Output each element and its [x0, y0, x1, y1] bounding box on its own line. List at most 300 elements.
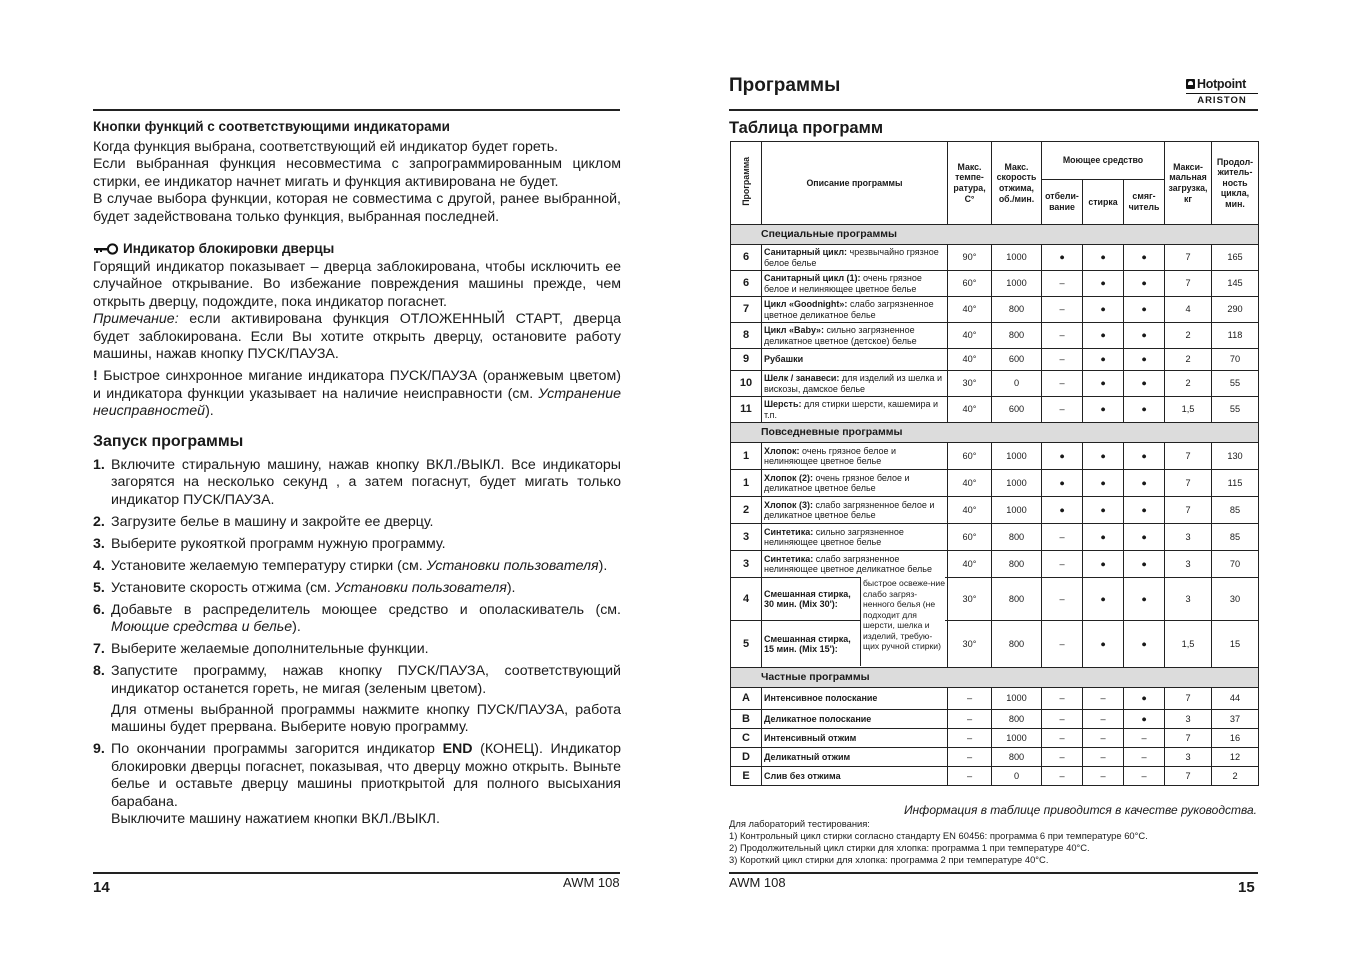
- program-description: [762, 767, 948, 786]
- duration-cell: 70: [1212, 551, 1259, 578]
- program-name: Хлопок:: [764, 445, 800, 456]
- step-number: 1.: [93, 457, 105, 473]
- load-cell: 3: [1165, 578, 1212, 621]
- functions-line-1: Когда функция выбрана, соответствующий ей индикатор будет гореть.: [93, 139, 559, 155]
- load-cell: 7: [1165, 271, 1212, 297]
- table-row: [731, 271, 1259, 297]
- header-bleach: отбели-вание: [1042, 180, 1083, 225]
- right-top-rule: [729, 109, 1258, 111]
- header-load: Макси-мальная загрузка, кг: [1165, 142, 1212, 225]
- program-name: Цикл «Goodnight»:: [764, 299, 848, 310]
- duration-cell: 145: [1212, 271, 1259, 297]
- softener-cell: ●: [1124, 497, 1165, 524]
- program-description: [762, 688, 948, 710]
- program-detail: очень грязное белое и нелиняющее цветное белье: [764, 445, 897, 466]
- program-description: [762, 470, 948, 497]
- temp-cell: 40°: [948, 551, 992, 578]
- section-heading: Специальные программы: [731, 225, 1259, 245]
- program-description: [762, 551, 948, 578]
- table-row: [731, 688, 1259, 710]
- spin-cell: 1000: [992, 443, 1042, 470]
- softener-cell: ●: [1124, 470, 1165, 497]
- duration-cell: 290: [1212, 297, 1259, 323]
- duration-cell: 2: [1212, 767, 1259, 786]
- softener-cell: ●: [1124, 524, 1165, 551]
- softener-cell: –: [1124, 729, 1165, 748]
- softener-cell: ●: [1124, 349, 1165, 371]
- wash-cell: –: [1083, 729, 1124, 748]
- lock-text: Горящий индикатор показывает – дверца заблокирована, чтобы исключить ее случайное открывание. Во избежание повреждения машины прежде, чем открыть дверцу, подождите, пока индикатор погаснет.: [93, 259, 621, 310]
- program-number: 2: [731, 497, 762, 524]
- load-cell: 7: [1165, 245, 1212, 271]
- header-temp: Макс. темпе-ратура, С°: [948, 142, 992, 225]
- warning-text: [93, 368, 621, 420]
- temp-cell: 30°: [948, 371, 992, 397]
- table-row: [731, 729, 1259, 748]
- bleach-cell: –: [1042, 551, 1083, 578]
- program-detail: слабо загрязненное белое и деликатное цветное белье: [764, 499, 935, 520]
- temp-cell: 30°: [948, 621, 992, 668]
- step-number: 2.: [93, 513, 105, 530]
- step-text: Загрузите белье в машину и закройте ее дверцу.: [111, 513, 434, 530]
- temp-cell: 60°: [948, 271, 992, 297]
- step-number: 4.: [93, 557, 105, 574]
- duration-cell: 55: [1212, 371, 1259, 397]
- program-detail: сильно загрязненное деликатное цветное (детское) белье: [764, 325, 917, 346]
- program-description: [762, 748, 948, 767]
- program-name: Смешанная стирка, 15 мин. (Mix 15'):: [764, 633, 851, 654]
- brand-bottom: ARISTON: [1197, 95, 1247, 106]
- table-row: [731, 443, 1259, 470]
- spin-cell: 800: [992, 551, 1042, 578]
- lock-section: [93, 259, 621, 421]
- load-cell: 1,5: [1165, 397, 1212, 423]
- step-number: 9.: [93, 741, 105, 758]
- program-number: 3: [731, 551, 762, 578]
- wash-cell: ●: [1083, 497, 1124, 524]
- bleach-cell: –: [1042, 397, 1083, 423]
- step-number: 6.: [93, 601, 105, 618]
- load-cell: 2: [1165, 323, 1212, 349]
- section-partial: [731, 668, 1259, 688]
- brand-mark-icon: [1186, 79, 1195, 89]
- program-number: A: [731, 688, 762, 710]
- step-continuation: Выключите машину нажатием кнопки ВКЛ./ВЫКЛ.: [111, 811, 440, 828]
- program-description: [762, 323, 948, 349]
- spin-cell: 800: [992, 578, 1042, 621]
- functions-text: [93, 139, 621, 226]
- warning-body: Быстрое синхронное мигание индикатора ПУСК/ПАУЗА (оранжевым цветом) и индикатора функции указывает на наличие неисправности (см.: [93, 368, 621, 402]
- duration-cell: 118: [1212, 323, 1259, 349]
- header-row-1: [731, 142, 1259, 180]
- spin-cell: 800: [992, 323, 1042, 349]
- program-name: Хлопок (3):: [764, 499, 814, 510]
- duration-cell: 15: [1212, 621, 1259, 668]
- temp-cell: 30°: [948, 578, 992, 621]
- program-name: Смешанная стирка, 30 мин. (Mix 30'):: [764, 588, 851, 609]
- program-name: Деликатное полоскание: [764, 713, 872, 724]
- load-cell: 7: [1165, 729, 1212, 748]
- table-row: [731, 767, 1259, 786]
- program-name: Шелк / занавеси:: [764, 373, 840, 384]
- program-detail: очень грязное белое и деликатное цветное белье: [764, 472, 910, 493]
- lab-line-1: 1) Контрольный цикл стирки согласно стандарту EN 60456: программа 6 при температуре 60°С.: [729, 830, 1148, 841]
- table-row: [731, 371, 1259, 397]
- wash-cell: ●: [1083, 524, 1124, 551]
- left-bottom-rule: [93, 872, 620, 874]
- temp-cell: 60°: [948, 524, 992, 551]
- table-row: [731, 578, 1259, 621]
- softener-cell: ●: [1124, 578, 1165, 621]
- step-bold: END: [442, 741, 473, 758]
- duration-cell: 12: [1212, 748, 1259, 767]
- program-number: 6: [731, 245, 762, 271]
- load-cell: 7: [1165, 688, 1212, 710]
- bleach-cell: ●: [1042, 245, 1083, 271]
- load-cell: 3: [1165, 551, 1212, 578]
- step-text: Запустите программу, нажав кнопку ПУСК/ПАУЗА, соответствующий индикатор останется гореть, не мигая (зеленым цветом).: [111, 663, 621, 697]
- spin-cell: 600: [992, 349, 1042, 371]
- program-number: E: [731, 767, 762, 786]
- duration-cell: 85: [1212, 497, 1259, 524]
- step-text: Выберите рукояткой программ нужную программу.: [111, 535, 446, 552]
- load-cell: 4: [1165, 297, 1212, 323]
- program-description: [762, 245, 948, 271]
- program-name: Деликатный отжим: [764, 751, 851, 762]
- brand-logo: [1186, 77, 1258, 106]
- wash-cell: ●: [1083, 349, 1124, 371]
- bleach-cell: –: [1042, 688, 1083, 710]
- duration-cell: 55: [1212, 397, 1259, 423]
- brand-top-row: [1186, 77, 1258, 91]
- step-text: По окончании программы загорится индикатор: [111, 741, 443, 758]
- bleach-cell: –: [1042, 323, 1083, 349]
- info-note: Информация в таблице приводится в качестве руководства.: [903, 803, 1257, 817]
- load-cell: 7: [1165, 443, 1212, 470]
- note-text: если активирована функция ОТЛОЖЕННЫЙ СТАРТ, дверца будет заблокирована. Если Вы хотите открыть дверцу, остановите работу машины, нажав кнопку ПУСК/ПАУЗА.: [93, 311, 621, 363]
- wash-cell: ●: [1083, 578, 1124, 621]
- bleach-cell: –: [1042, 748, 1083, 767]
- temp-cell: 40°: [948, 397, 992, 423]
- lab-title: Для лабораторий тестирования:: [729, 818, 870, 829]
- step-end: ).: [598, 557, 608, 574]
- step-4: [93, 558, 621, 575]
- load-cell: 3: [1165, 748, 1212, 767]
- section-heading: Частные программы: [731, 668, 1259, 688]
- table-title: Таблица программ: [729, 119, 884, 137]
- left-model: AWM 108: [563, 875, 620, 890]
- program-name: Хлопок (2):: [764, 472, 814, 483]
- softener-cell: ●: [1124, 397, 1165, 423]
- bleach-cell: –: [1042, 710, 1083, 729]
- program-number: D: [731, 748, 762, 767]
- table-row: [731, 349, 1259, 371]
- program-name: Интенсивный отжим: [764, 732, 857, 743]
- spin-cell: 0: [992, 371, 1042, 397]
- header-wash: стирка: [1083, 180, 1124, 225]
- right-page-number: 15: [1238, 879, 1255, 896]
- duration-cell: 37: [1212, 710, 1259, 729]
- softener-cell: ●: [1124, 621, 1165, 668]
- wash-cell: ●: [1083, 397, 1124, 423]
- program-name: Слив без отжима: [764, 770, 841, 781]
- duration-cell: 44: [1212, 688, 1259, 710]
- wash-cell: ●: [1083, 621, 1124, 668]
- duration-cell: 165: [1212, 245, 1259, 271]
- spin-cell: 800: [992, 524, 1042, 551]
- load-cell: 1,5: [1165, 621, 1212, 668]
- program-number: C: [731, 729, 762, 748]
- load-cell: 2: [1165, 349, 1212, 371]
- softener-cell: ●: [1124, 323, 1165, 349]
- lock-title: [93, 241, 334, 256]
- functions-title: Кнопки функций с соответствующими индикаторами: [93, 119, 450, 134]
- lock-title-text: Индикатор блокировки дверцы: [123, 241, 335, 256]
- spin-cell: 600: [992, 397, 1042, 423]
- section-daily: [731, 423, 1259, 443]
- load-cell: 7: [1165, 470, 1212, 497]
- brand-top: Hotpoint: [1197, 77, 1246, 91]
- lab-line-2: 2) Продолжительный цикл стирки для хлопка: программа 1 при температуре 40°С.: [729, 842, 1090, 853]
- step-1: [93, 457, 621, 509]
- wash-cell: ●: [1083, 551, 1124, 578]
- bleach-cell: –: [1042, 767, 1083, 786]
- table-row: [731, 245, 1259, 271]
- program-number: 6: [731, 271, 762, 297]
- bleach-cell: –: [1042, 349, 1083, 371]
- key-icon: [93, 243, 119, 255]
- table-row: [731, 297, 1259, 323]
- program-description: [762, 297, 948, 323]
- program-number: 11: [731, 397, 762, 423]
- warning-ref: Устранение неисправностей: [93, 385, 621, 420]
- note-label: Примечание:: [93, 311, 179, 328]
- temp-cell: –: [948, 688, 992, 710]
- step-text: Установите скорость отжима (см.: [111, 579, 335, 596]
- wash-cell: ●: [1083, 297, 1124, 323]
- step-text: Выберите желаемые дополнительные функции.: [111, 641, 429, 658]
- table-row: [731, 497, 1259, 524]
- wash-cell: ●: [1083, 245, 1124, 271]
- section-special: [731, 225, 1259, 245]
- bleach-cell: –: [1042, 621, 1083, 668]
- wash-cell: –: [1083, 748, 1124, 767]
- wash-cell: ●: [1083, 371, 1124, 397]
- spin-cell: 800: [992, 621, 1042, 668]
- right-model: AWM 108: [729, 875, 786, 890]
- program-number: 4: [731, 578, 762, 621]
- program-number: 5: [731, 621, 762, 668]
- table-row: [731, 710, 1259, 729]
- duration-cell: 70: [1212, 349, 1259, 371]
- program-detail: сильно загрязненное нелиняющее цветное белье: [764, 526, 904, 547]
- step-3: [93, 536, 621, 553]
- header-description: Описание программы: [762, 142, 948, 225]
- table-row: [731, 397, 1259, 423]
- program-description: [762, 349, 948, 371]
- load-cell: 3: [1165, 710, 1212, 729]
- softener-cell: –: [1124, 748, 1165, 767]
- lab-notes: [729, 818, 1259, 866]
- spin-cell: 1000: [992, 497, 1042, 524]
- step-9: [93, 741, 621, 828]
- step-text-2: (КОНЕЦ). Индикатор блокировки дверцы погаснет, показывая, что дверцу можно открыть. Выньте белье и оставьте дверцу машины приоткрытой для полного высыхания барабана.: [111, 741, 621, 810]
- load-cell: 7: [1165, 497, 1212, 524]
- bleach-cell: –: [1042, 524, 1083, 551]
- temp-cell: 90°: [948, 245, 992, 271]
- brand-rule: [1186, 93, 1258, 94]
- right-bottom-rule: [729, 872, 1258, 874]
- program-description: [762, 729, 948, 748]
- step-text: Установите желаемую температуру стирки (см.: [111, 557, 427, 574]
- program-description: [762, 397, 948, 423]
- step-ref: Установки пользователя: [426, 557, 599, 574]
- step-6: [93, 602, 621, 637]
- step-number: 8.: [93, 663, 105, 680]
- steps-list: [93, 457, 621, 833]
- softener-cell: ●: [1124, 271, 1165, 297]
- step-end: ).: [292, 619, 301, 636]
- program-name: Цикл «Baby»:: [764, 325, 824, 336]
- program-number: 8: [731, 323, 762, 349]
- softener-cell: ●: [1124, 297, 1165, 323]
- step-8: [93, 663, 621, 737]
- bleach-cell: ●: [1042, 443, 1083, 470]
- step-text: Добавьте в распределитель моющее средство и ополаскиватель (см.: [111, 601, 621, 618]
- step-number: 3.: [93, 535, 105, 552]
- softener-cell: ●: [1124, 688, 1165, 710]
- left-top-rule: [93, 109, 620, 111]
- step-continuation: Для отмены выбранной программы нажмите кнопку ПУСК/ПАУЗА, работа машины будет прервана. Выберите новую программу.: [111, 702, 621, 736]
- bleach-cell: –: [1042, 578, 1083, 621]
- program-detail: для изделий из шелка и вискозы, дамское белье: [764, 373, 943, 394]
- temp-cell: –: [948, 729, 992, 748]
- bleach-cell: –: [1042, 297, 1083, 323]
- start-title: Запуск программы: [93, 433, 244, 450]
- duration-cell: 16: [1212, 729, 1259, 748]
- program-name: Синтетика:: [764, 526, 814, 537]
- temp-cell: –: [948, 748, 992, 767]
- wash-cell: ●: [1083, 470, 1124, 497]
- step-end: ).: [506, 579, 516, 596]
- program-description: [762, 710, 948, 729]
- functions-line-3: В случае выбора функции, которая не совместима с другой, ранее выбранной, будет задействована только функция, выбранная последней.: [93, 191, 621, 225]
- program-description: [762, 371, 948, 397]
- bleach-cell: ●: [1042, 470, 1083, 497]
- program-number: B: [731, 710, 762, 729]
- header-spin: Макс. скорость отжима, об./мин.: [992, 142, 1042, 225]
- program-number: 7: [731, 297, 762, 323]
- spin-cell: 1000: [992, 271, 1042, 297]
- wash-cell: –: [1083, 688, 1124, 710]
- program-name: Синтетика:: [764, 553, 814, 564]
- lab-line-3: 3) Короткий цикл стирки для хлопка: программа 2 при температуре 40°С.: [729, 854, 1049, 865]
- header-detergent: Моющее средство: [1042, 142, 1165, 180]
- step-ref: Установки пользователя: [334, 579, 507, 596]
- program-number: 1: [731, 470, 762, 497]
- mix-note: быстрое освеже-ние слабо загряз-ненного белья (не подходит для шерсти, шелка и изделий, требую-щих ручной стирки): [860, 577, 945, 666]
- spin-cell: 1000: [992, 470, 1042, 497]
- step-2: [93, 514, 621, 531]
- program-name: Санитарный цикл:: [764, 247, 848, 258]
- step-text: Включите стиральную машину, нажав кнопку ВКЛ./ВЫКЛ. Все индикаторы загорятся на несколько секунд , а затем погаснут, будет мигать только индикатор ПУСК/ПАУЗА.: [111, 457, 621, 508]
- load-cell: 3: [1165, 524, 1212, 551]
- program-name: Рубашки: [764, 354, 804, 365]
- program-detail: слабо загрязненное нелиняющее цветное деликатное белье: [764, 553, 932, 574]
- step-ref: Моющие средства и белье: [111, 619, 293, 636]
- softener-cell: ●: [1124, 551, 1165, 578]
- softener-cell: ●: [1124, 443, 1165, 470]
- program-description: [762, 497, 948, 524]
- temp-cell: –: [948, 710, 992, 729]
- lock-note: [93, 311, 621, 363]
- spin-cell: 1000: [992, 729, 1042, 748]
- program-name: Интенсивное полоскание: [764, 693, 878, 704]
- duration-cell: 85: [1212, 524, 1259, 551]
- program-detail: чрезвычайно грязное белое белье: [764, 247, 939, 268]
- step-number: 5.: [93, 579, 105, 596]
- page-title: Программы: [729, 75, 841, 96]
- softener-cell: ●: [1124, 710, 1165, 729]
- temp-cell: –: [948, 767, 992, 786]
- header-duration: Продол-житель-ность цикла, мин.: [1212, 142, 1259, 225]
- spin-cell: 800: [992, 710, 1042, 729]
- step-5: [93, 580, 621, 597]
- temp-cell: 40°: [948, 497, 992, 524]
- bleach-cell: ●: [1042, 497, 1083, 524]
- program-description: [762, 524, 948, 551]
- spin-cell: 800: [992, 748, 1042, 767]
- spin-cell: 1000: [992, 245, 1042, 271]
- program-detail: слабо загрязненное цветное деликатное белье: [764, 299, 934, 320]
- temp-cell: 40°: [948, 470, 992, 497]
- program-number: 1: [731, 443, 762, 470]
- table-row: [731, 748, 1259, 767]
- program-number: 9: [731, 349, 762, 371]
- left-page-number: 14: [93, 879, 110, 896]
- warning-mark: !: [93, 368, 98, 385]
- program-number: 10: [731, 371, 762, 397]
- program-detail: для стирки шерсти, кашемира и т.п.: [764, 399, 938, 420]
- program-table: [730, 141, 1259, 786]
- softener-cell: ●: [1124, 371, 1165, 397]
- temp-cell: 60°: [948, 443, 992, 470]
- section-heading: Повседневные программы: [731, 423, 1259, 443]
- bleach-cell: –: [1042, 371, 1083, 397]
- bleach-cell: –: [1042, 729, 1083, 748]
- spin-cell: 1000: [992, 688, 1042, 710]
- table-row: [731, 551, 1259, 578]
- bleach-cell: –: [1042, 271, 1083, 297]
- wash-cell: –: [1083, 767, 1124, 786]
- table-row: [731, 323, 1259, 349]
- temp-cell: 40°: [948, 297, 992, 323]
- functions-line-2: Если выбранная функция несовместима с запрограммированным циклом стирки, ее индикатор начнет мигать и функция активирована не будет.: [93, 156, 621, 190]
- temp-cell: 40°: [948, 323, 992, 349]
- header-softener: смяг-читель: [1124, 180, 1165, 225]
- wash-cell: –: [1083, 710, 1124, 729]
- program-description: [762, 443, 948, 470]
- duration-cell: 130: [1212, 443, 1259, 470]
- table-row: [731, 524, 1259, 551]
- load-cell: 2: [1165, 371, 1212, 397]
- duration-cell: 30: [1212, 578, 1259, 621]
- program-number: 3: [731, 524, 762, 551]
- temp-cell: 40°: [948, 349, 992, 371]
- softener-cell: ●: [1124, 245, 1165, 271]
- wash-cell: ●: [1083, 323, 1124, 349]
- spin-cell: 0: [992, 767, 1042, 786]
